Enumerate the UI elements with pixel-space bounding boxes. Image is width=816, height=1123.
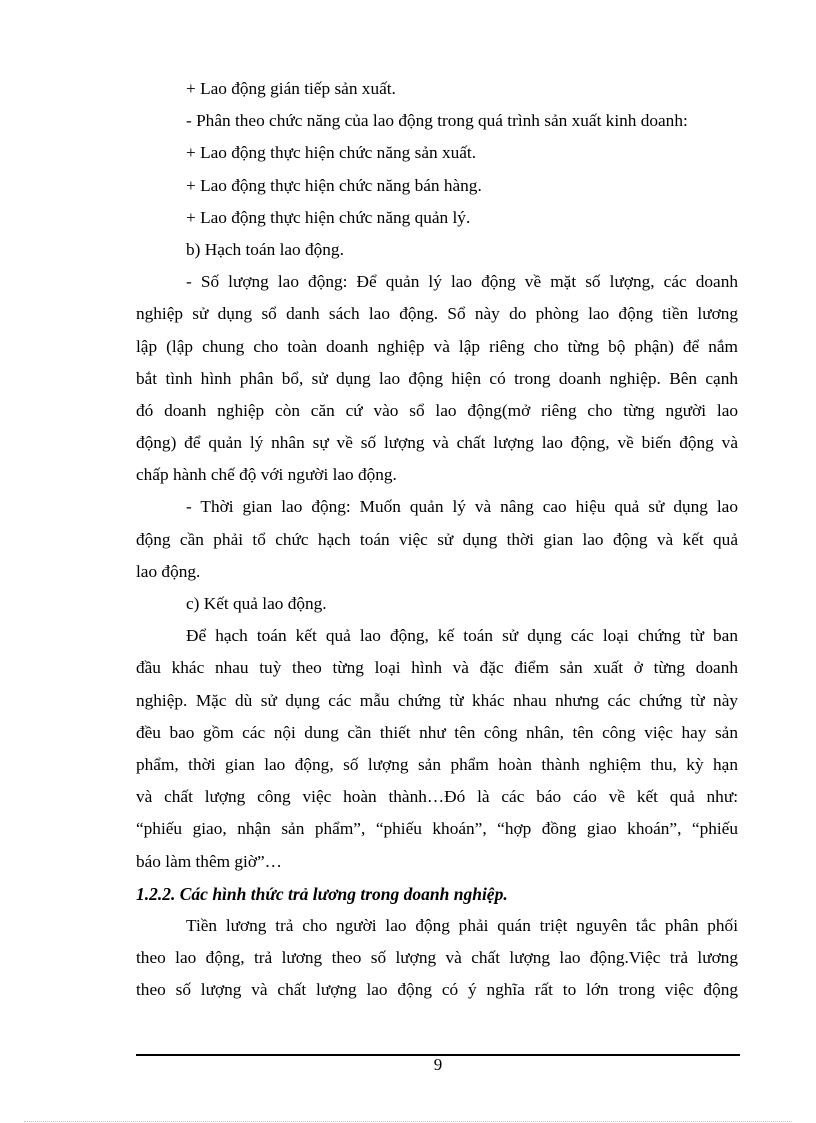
text-line: b) Hạch toán lao động.: [186, 239, 344, 259]
text-line: phẩm, thời gian lao động, số lượng sản phẩm hoàn thành nghiệm thu, kỳ hạn: [136, 754, 738, 774]
text-line: chấp hành chế độ với người lao động.: [136, 465, 397, 485]
text-line: lập (lập chung cho toàn doanh nghiệp và lập riêng cho từng bộ phận) để nắm: [136, 336, 738, 356]
page-number: 9: [433, 1055, 443, 1074]
text-line: + Lao động gián tiếp sản xuất.: [186, 79, 396, 98]
text-line: lao động.: [136, 561, 201, 581]
text-line: động cần phải tổ chức hạch toán việc sử dụng thời gian lao động và kết quả: [136, 529, 738, 549]
text-line: - Thời gian lao động: Muốn quản lý và nâng cao hiệu quả sử dụng lao: [186, 497, 738, 517]
text-line: và chất lượng công việc hoàn thành…Đó là các báo cáo về kết quả như:: [136, 787, 738, 807]
text-line: đầu khác nhau tuỳ theo từng loại hình và đặc điểm sản xuất ở từng doanh: [136, 658, 738, 678]
text-line: theo số lượng và chất lượng lao động có ý nghĩa rất to lớn trong việc động: [136, 980, 738, 1000]
text-line: + Lao động thực hiện chức năng bán hàng.: [186, 175, 482, 195]
page-bottom-border: [24, 1121, 792, 1122]
text-line: Để hạch toán kết quả lao động, kế toán sử dụng các loại chứng từ ban: [186, 626, 738, 646]
text-line: động) để quản lý nhân sự về số lượng và chất lượng lao động, về biến động và: [136, 433, 738, 453]
text-line: - Phân theo chức năng của lao động trong quá trình sản xuất kinh doanh:: [186, 111, 688, 131]
text-line: + Lao động thực hiện chức năng quản lý.: [186, 207, 471, 227]
section-heading: 1.2.2. Các hình thức trả lương trong doanh nghiệp.: [136, 883, 508, 904]
text-line: + Lao động thực hiện chức năng sản xuất.: [186, 143, 477, 163]
text-line: bắt tình hình phân bổ, sử dụng lao động hiện có trong doanh nghiệp. Bên cạnh: [136, 368, 738, 388]
text-line: Tiền lương trả cho người lao động phải quán triệt nguyên tắc phân phối: [186, 915, 738, 935]
text-line: nghiệp sử dụng sổ danh sách lao động. Sổ này do phòng lao động tiền lương: [136, 304, 738, 324]
text-line: báo làm thêm giờ”…: [136, 851, 282, 871]
text-line: nghiệp. Mặc dù sử dụng các mẫu chứng từ khác nhau nhưng các chứng từ này: [136, 690, 738, 710]
text-line: đều bao gồm các nội dung cần thiết như tên công nhân, tên công việc hay sản: [136, 722, 738, 742]
text-line: c) Kết quả lao động.: [186, 594, 327, 613]
text-line: - Số lượng lao động: Để quản lý lao động về mặt số lượng, các doanh: [186, 272, 738, 292]
text-line: đó doanh nghiệp còn căn cứ vào sổ lao động(mở riêng cho từng người lao: [136, 400, 738, 420]
text-line: “phiếu giao, nhận sản phẩm”, “phiếu khoán”, “hợp đồng giao khoán”, “phiếu: [136, 819, 738, 839]
text-line: theo lao động, trả lương theo số lượng và chất lượng lao động.Việc trả lương: [136, 948, 738, 968]
document-body: [136, 73, 738, 1006]
